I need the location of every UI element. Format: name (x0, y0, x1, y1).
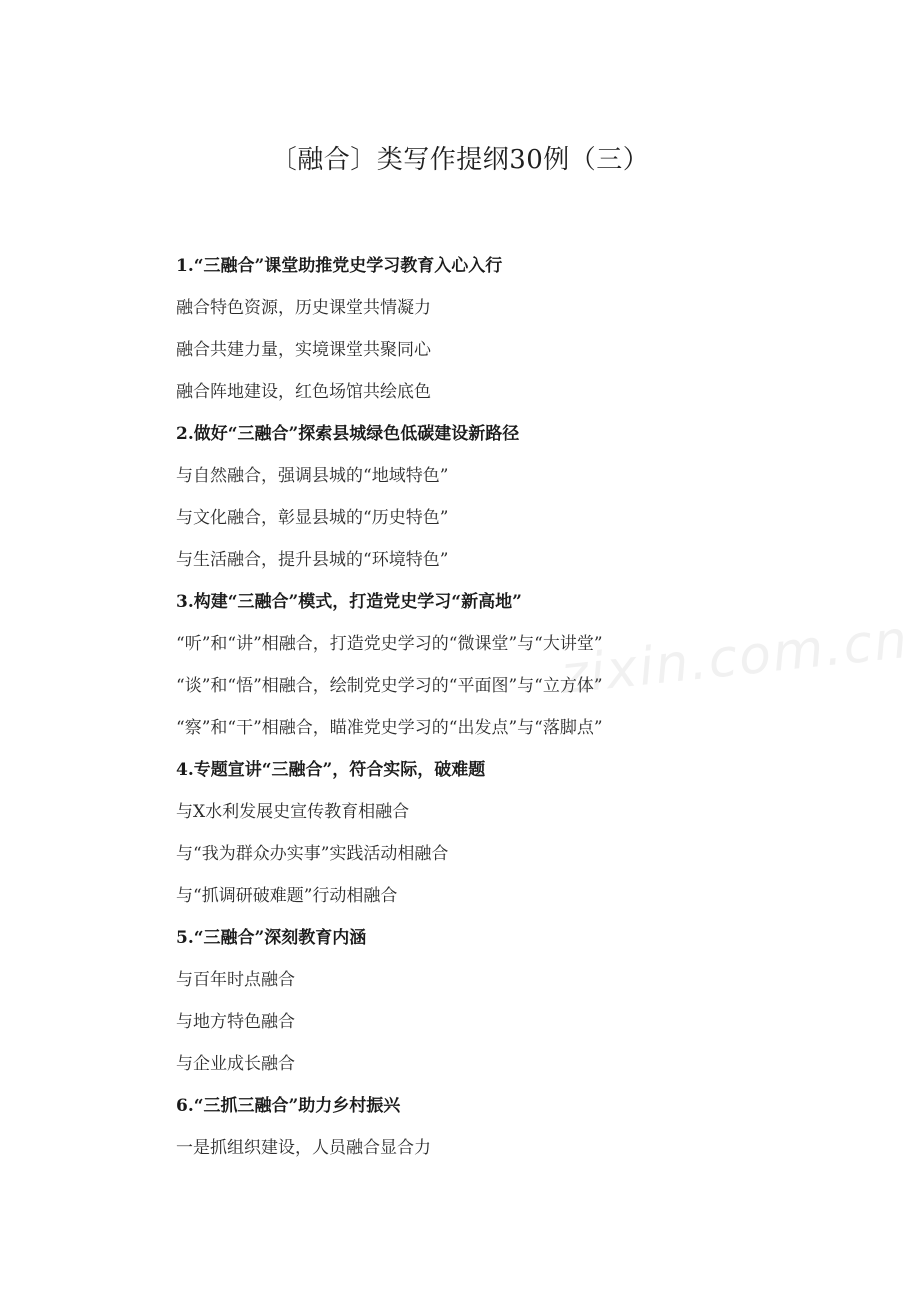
outline-item: 与地方特色融合 (176, 1012, 295, 1032)
outline-item: “察”和“干”相融合，瞄准党史学习的“出发点”与“落脚点” (176, 718, 603, 738)
outline-item: 与企业成长融合 (176, 1054, 295, 1074)
section-heading: 6.“三抓三融合”助力乡村振兴 (176, 1096, 401, 1116)
outline-item: 与“我为群众办实事”实践活动相融合 (176, 844, 449, 864)
outline-item: 一是抓组织建设，人员融合显合力 (176, 1138, 431, 1158)
document-title: 〔融合〕类写作提纲30例（三） (270, 145, 650, 175)
outline-item: 融合共建力量，实境课堂共聚同心 (176, 340, 431, 360)
section-heading: 4.专题宣讲“三融合”，符合实际，破难题 (176, 760, 486, 780)
outline-item: 与生活融合，提升县城的“环境特色” (176, 550, 449, 570)
outline-item: “谈”和“悟”相融合，绘制党史学习的“平面图”与“立方体” (176, 676, 603, 696)
outline-item: 与X水利发展史宣传教育相融合 (176, 802, 410, 822)
outline-item: 融合特色资源，历史课堂共情凝力 (176, 298, 431, 318)
outline-item: 与文化融合，彰显县城的“历史特色” (176, 508, 449, 528)
section-heading: 3.构建“三融合”模式，打造党史学习“新高地” (176, 592, 522, 612)
outline-item: 与自然融合，强调县城的“地域特色” (176, 466, 449, 486)
section-heading: 5.“三融合”深刻教育内涵 (176, 928, 367, 948)
section-heading: 2.做好“三融合”探索县城绿色低碳建设新路径 (176, 424, 520, 444)
outline-item: 与百年时点融合 (176, 970, 295, 990)
outline-item: “听”和“讲”相融合，打造党史学习的“微课堂”与“大讲堂” (176, 634, 603, 654)
outline-item: 融合阵地建设，红色场馆共绘底色 (176, 382, 431, 402)
outline-item: 与“抓调研破难题”行动相融合 (176, 886, 398, 906)
section-heading: 1.“三融合”课堂助推党史学习教育入心入行 (176, 256, 503, 276)
watermark: zixin.com.cn (557, 609, 912, 707)
document-body (176, 245, 896, 1169)
